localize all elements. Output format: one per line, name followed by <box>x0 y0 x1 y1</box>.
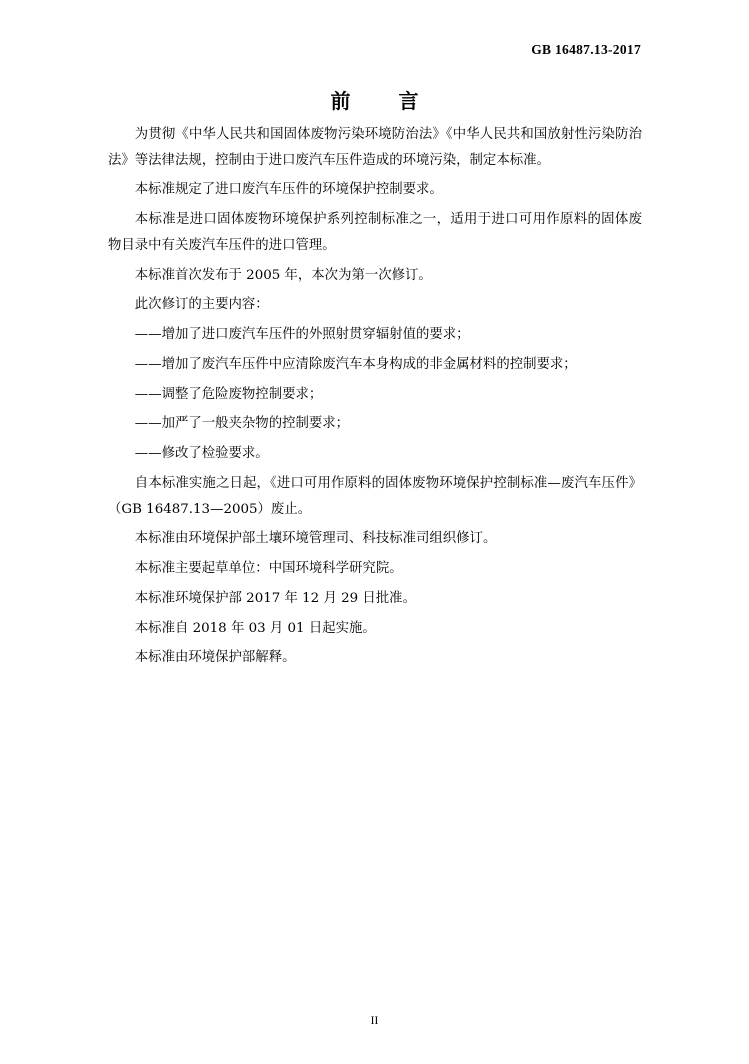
revision-item: ——增加了进口废汽车压件的外照射贯穿辐射值的要求； <box>134 327 470 343</box>
foreword-body <box>108 122 642 675</box>
paragraph: 本标准由环境保护部土壤环境管理司、科技标准司组织修订。 <box>134 531 497 547</box>
paragraph: 本标准由环境保护部解释。 <box>134 650 296 666</box>
page-header-standard-code: GB 16487.13-2017 <box>531 42 641 57</box>
page-number: II <box>370 1015 379 1027</box>
paragraph: 本标准是进口固体废物环境保护系列控制标准之一，适用于进口可用作原料的固体废物目录中有关废汽车压件的进口管理。 <box>108 212 642 253</box>
revision-item: ——加严了一般夹杂物的控制要求； <box>134 416 350 432</box>
paragraph: 本标准环境保护部 2017 年 12 月 29 日批准。 <box>134 590 416 606</box>
paragraph: 本标准主要起草单位：中国环境科学研究院。 <box>134 561 403 577</box>
paragraph: 为贯彻《中华人民共和国固体废物污染环境防治法》《中华人民共和国放射性污染防治法》等法律法规，控制由于进口废汽车压件造成的环境污染，制定本标准。 <box>108 127 642 168</box>
revision-item: ——修改了检验要求。 <box>134 446 269 462</box>
page-title: 前 言 <box>330 89 433 113</box>
paragraph: 本标准自 2018 年 03 月 01 日起实施。 <box>134 620 376 636</box>
paragraph: 自本标准实施之日起，《进口可用作原料的固体废物环境保护控制标准—废汽车压件》（GB 16487.13—2005）废止。 <box>108 475 642 517</box>
paragraph: 此次修订的主要内容： <box>134 297 269 313</box>
paragraph: 本标准规定了进口废汽车压件的环境保护控制要求。 <box>134 182 443 198</box>
revision-item: ——增加了废汽车压件中应清除废汽车本身构成的非金属材料的控制要求； <box>134 356 577 372</box>
paragraph: 本标准首次发布于 2005 年，本次为第一次修订。 <box>134 267 432 283</box>
revision-item: ——调整了危险废物控制要求； <box>134 386 323 402</box>
